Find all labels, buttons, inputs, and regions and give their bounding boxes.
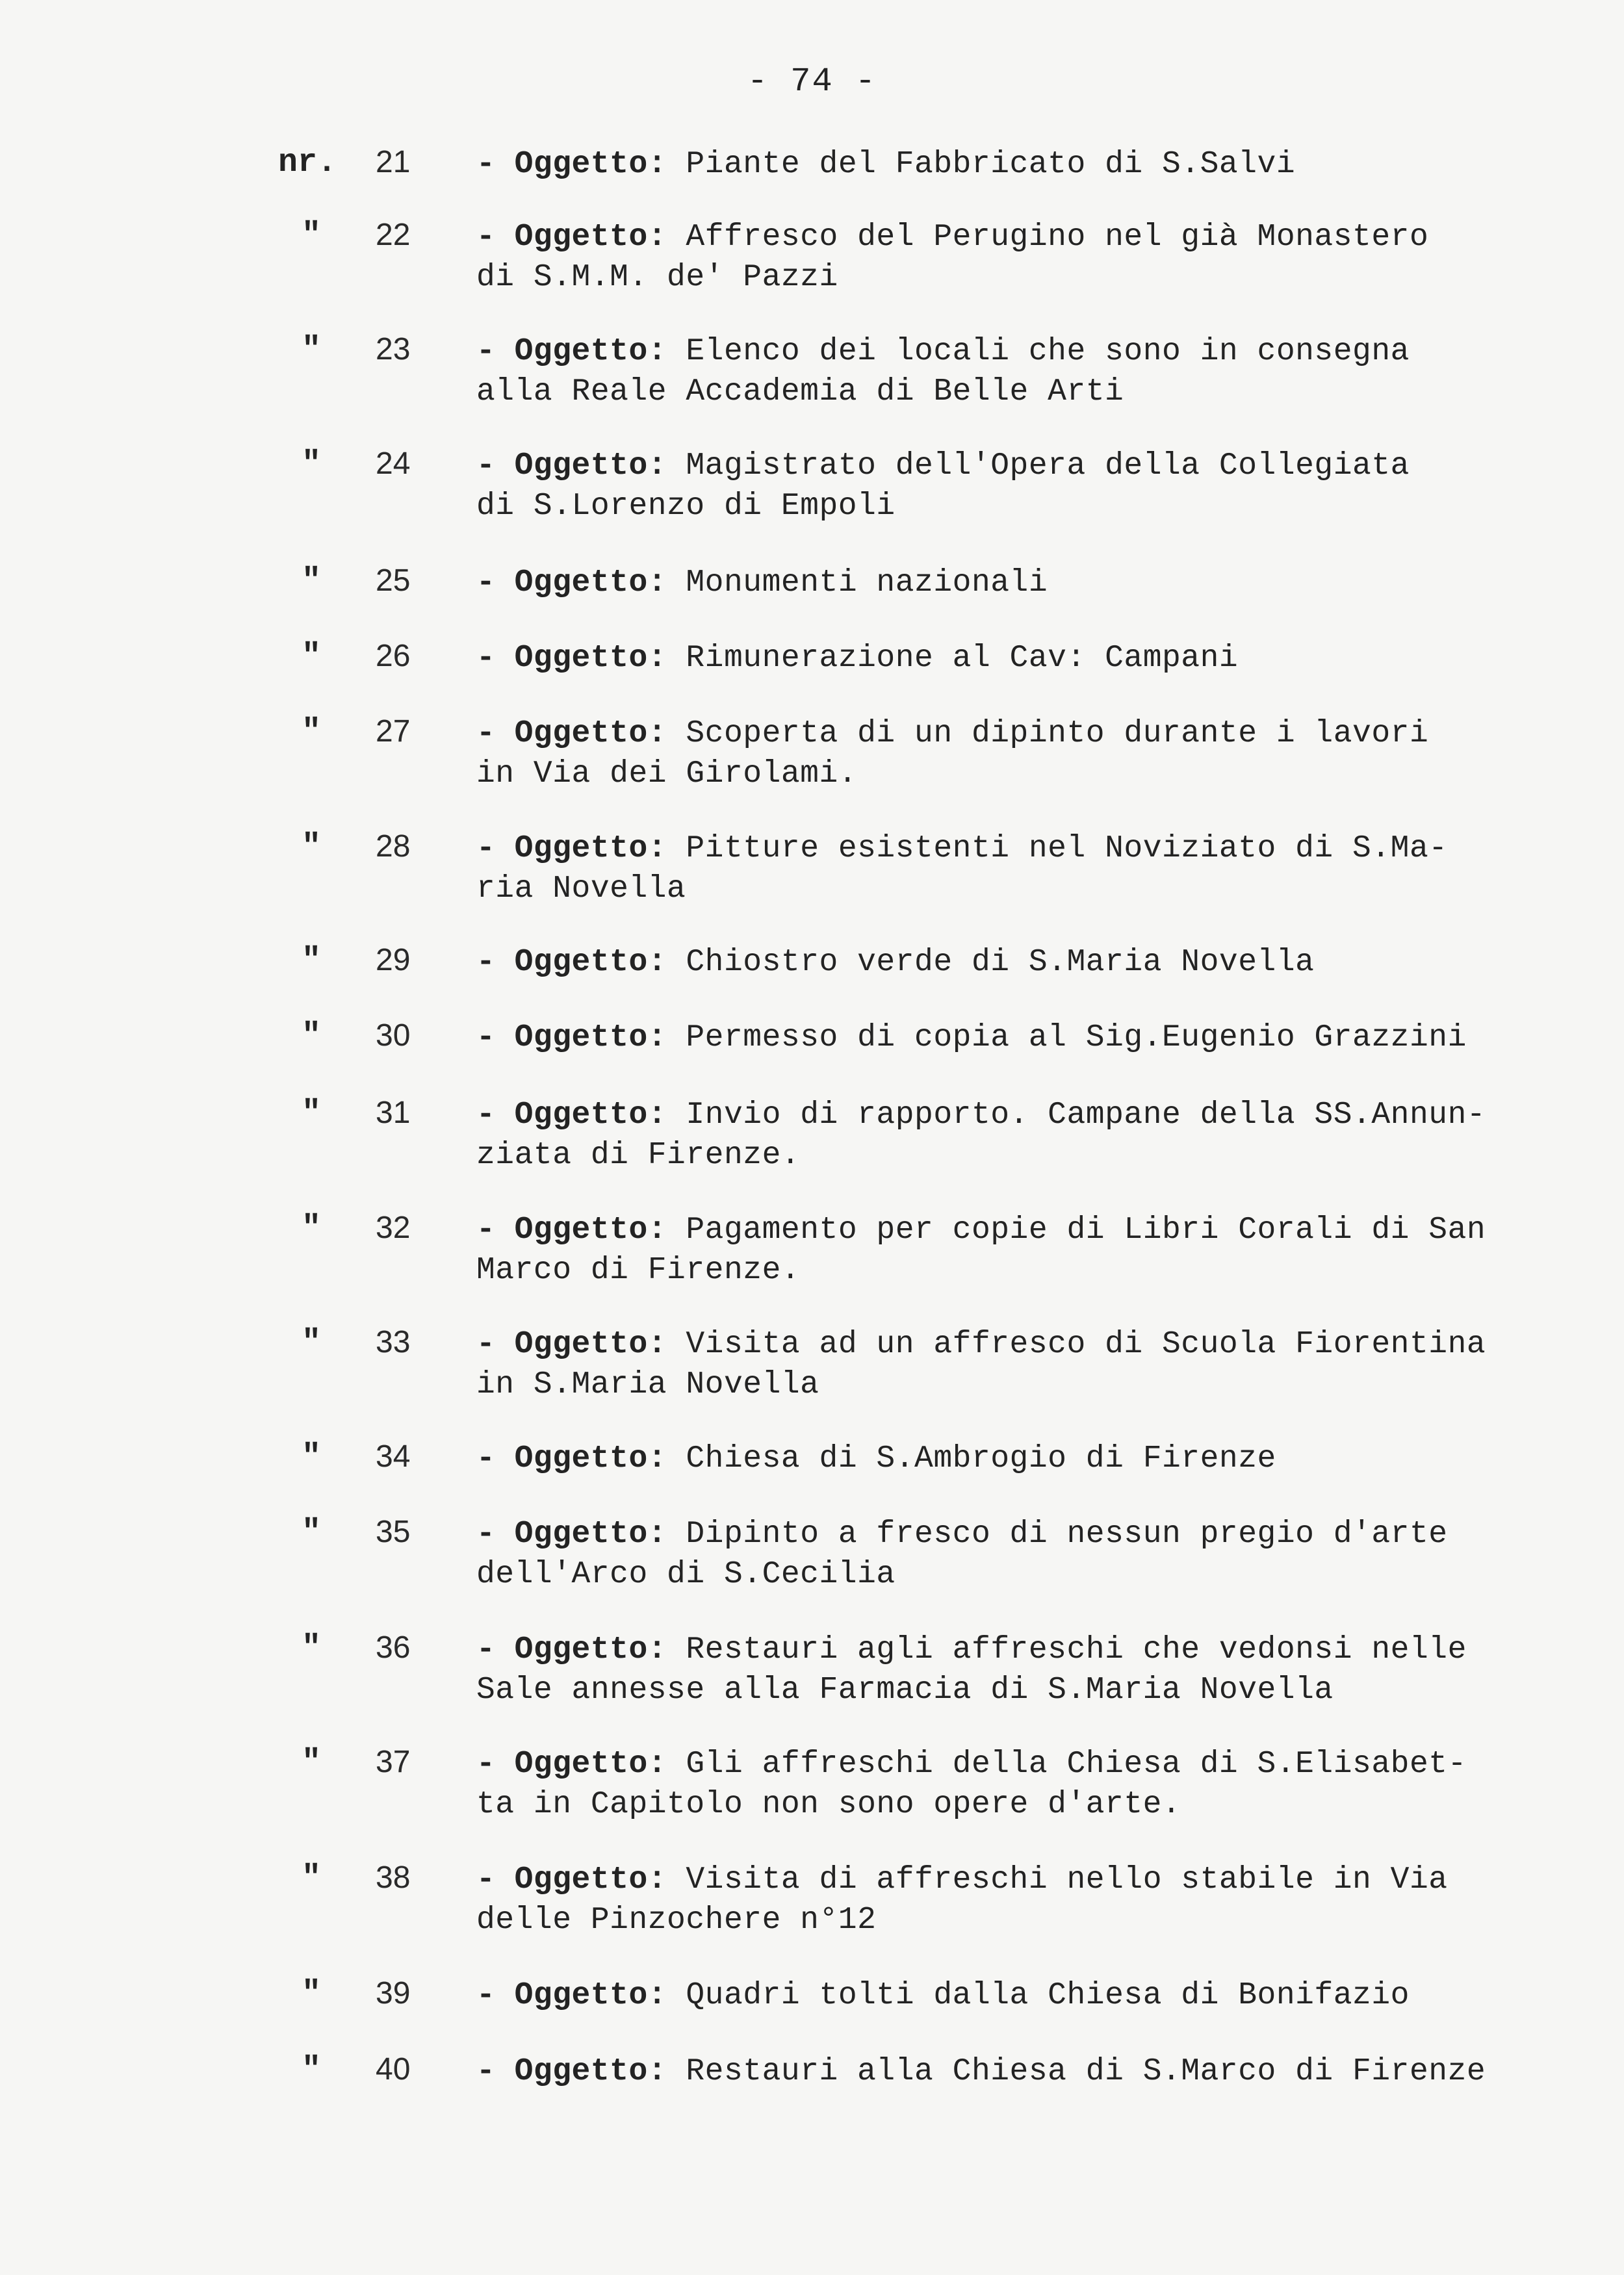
entry-prefix-ditto: ": [302, 1860, 322, 1897]
entry-dash: -: [476, 1020, 496, 1055]
entry-first-line: [476, 446, 1542, 486]
entry-label: Oggetto:: [514, 1747, 667, 1782]
entry-subject: Affresco del Perugino nel già Monastero: [686, 220, 1429, 255]
entry-number: 29: [376, 943, 411, 977]
entry-number: 33: [376, 1325, 411, 1359]
entry-dash: -: [476, 2054, 496, 2089]
entry-continuation: in Via dei Girolami.: [476, 756, 858, 791]
entry-label: Oggetto:: [514, 1441, 667, 1476]
entry-first-line: [476, 638, 1542, 678]
entry-prefix-ditto: ": [302, 638, 322, 675]
entry-first-line: [476, 1630, 1542, 1670]
entry-label: Oggetto:: [514, 448, 667, 483]
entry-label: Oggetto:: [514, 1098, 667, 1133]
entry-subject: Permesso di copia al Sig.Eugenio Grazzini: [686, 1020, 1467, 1055]
entry-dash: -: [476, 1098, 496, 1133]
entry-dash: -: [476, 1978, 496, 2013]
entry-text: [476, 1975, 1542, 2016]
entry-subject: Monumenti nazionali: [686, 565, 1048, 600]
entry-dash: -: [476, 831, 496, 866]
entry-label: Oggetto:: [514, 334, 667, 369]
entry-number: 38: [376, 1860, 411, 1895]
entry-text: [476, 638, 1542, 678]
entry-first-line: [476, 1324, 1542, 1365]
entry-label: Oggetto:: [514, 1978, 667, 2013]
entry-number: 23: [376, 332, 411, 366]
entry-dash: -: [476, 945, 496, 980]
entry-label: Oggetto:: [514, 945, 667, 980]
entry-label: Oggetto:: [514, 1862, 667, 1897]
entry-dash: -: [476, 1213, 496, 1248]
entry-dash: -: [476, 716, 496, 751]
entry-text: [476, 829, 1542, 909]
entry-text: [476, 1018, 1542, 1058]
entry-prefix-ditto: ": [302, 217, 322, 254]
entry-subject: Visita ad un affresco di Scuola Fiorentina: [686, 1327, 1486, 1362]
entry-first-line: [476, 563, 1542, 603]
entry-first-line: [476, 1514, 1542, 1554]
entry-label: Oggetto:: [514, 220, 667, 255]
entry-text: [476, 2051, 1542, 2092]
entry-subject: Dipinto a fresco di nessun pregio d'arte: [686, 1517, 1448, 1552]
entry-prefix-ditto: ": [302, 331, 322, 368]
entry-prefix-ditto: ": [302, 1018, 322, 1055]
entry-first-line: [476, 1095, 1542, 1135]
entry-prefix-ditto: ": [302, 563, 322, 600]
entry-first-line: [476, 713, 1542, 754]
entry-subject: Invio di rapporto. Campane della SS.Annun-: [686, 1098, 1486, 1133]
entry-text: [476, 144, 1542, 185]
entry-number: 22: [376, 218, 411, 252]
entry-subject: Restauri agli affreschi che vedonsi nelle: [686, 1632, 1467, 1667]
entry-text: [476, 446, 1542, 526]
entry-number: 40: [376, 2052, 411, 2087]
entry-text: [476, 1439, 1542, 1479]
entry-subject: Visita di affreschi nello stabile in Via: [686, 1862, 1448, 1897]
entry-label: Oggetto:: [514, 147, 667, 182]
entry-prefix-ditto: ": [302, 446, 322, 483]
entry-continuation: Marco di Firenze.: [476, 1253, 801, 1288]
entry-prefix-ditto: ": [302, 1630, 322, 1667]
entry-label: Oggetto:: [514, 1517, 667, 1552]
entry-prefix-ditto: ": [302, 1210, 322, 1247]
entry-subject: Chiesa di S.Ambrogio di Firenze: [686, 1441, 1276, 1476]
entry-number: 34: [376, 1439, 411, 1474]
entry-prefix-ditto: ": [302, 829, 322, 866]
entry-text: [476, 1095, 1542, 1176]
entry-prefix-ditto: ": [302, 1514, 322, 1551]
entry-dash: -: [476, 1441, 496, 1476]
entry-continuation: di S.M.M. de' Pazzi: [476, 260, 838, 295]
entry-first-line: [476, 1210, 1542, 1250]
entry-first-line: [476, 331, 1542, 372]
entry-first-line: [476, 1744, 1542, 1784]
entry-label: Oggetto:: [514, 1327, 667, 1362]
entry-continuation: ziata di Firenze.: [476, 1138, 801, 1173]
entry-number: 39: [376, 1976, 411, 2011]
entry-text: [476, 331, 1542, 412]
entry-continuation: alla Reale Accademia di Belle Arti: [476, 374, 1124, 409]
entry-label: Oggetto:: [514, 565, 667, 600]
entry-prefix-ditto: ": [302, 1324, 322, 1361]
entry-first-line: [476, 2051, 1542, 2092]
entry-text: [476, 942, 1542, 983]
entry-continuation: in S.Maria Novella: [476, 1367, 819, 1402]
entry-subject: Pitture esistenti nel Noviziato di S.Ma-: [686, 831, 1448, 866]
entry-dash: -: [476, 1632, 496, 1667]
entry-prefix-ditto: ": [302, 1439, 322, 1476]
entry-label: Oggetto:: [514, 1632, 667, 1667]
entry-dash: -: [476, 448, 496, 483]
entry-label: Oggetto:: [514, 831, 667, 866]
entry-dash: -: [476, 641, 496, 676]
entry-prefix-ditto: ": [302, 2051, 322, 2089]
entry-prefix-ditto: ": [302, 1744, 322, 1781]
entry-label: Oggetto:: [514, 1020, 667, 1055]
entry-continuation: ta in Capitolo non sono opere d'arte.: [476, 1787, 1181, 1822]
entry-number: 27: [376, 714, 411, 749]
entry-label: Oggetto:: [514, 1213, 667, 1248]
entry-number: 24: [376, 446, 411, 481]
entry-subject: Gli affreschi della Chiesa di S.Elisabet-: [686, 1747, 1467, 1782]
entry-subject: Rimunerazione al Cav: Campani: [686, 641, 1239, 676]
entry-continuation: di S.Lorenzo di Empoli: [476, 489, 896, 524]
entry-subject: Scoperta di un dipinto durante i lavori: [686, 716, 1429, 751]
entry-dash: -: [476, 565, 496, 600]
entry-subject: Elenco dei locali che sono in consegna: [686, 334, 1410, 369]
entry-dash: -: [476, 1517, 496, 1552]
entry-number: 37: [376, 1745, 411, 1779]
entry-continuation: delle Pinzochere n°12: [476, 1903, 877, 1938]
entry-subject: Chiostro verde di S.Maria Novella: [686, 945, 1315, 980]
entry-number: 21: [376, 145, 411, 179]
entry-dash: -: [476, 220, 496, 255]
entry-text: [476, 1744, 1542, 1825]
entry-first-line: [476, 144, 1542, 185]
entry-first-line: [476, 1975, 1542, 2016]
entry-number: 28: [376, 829, 411, 864]
entry-first-line: [476, 829, 1542, 869]
entry-dash: -: [476, 334, 496, 369]
entry-prefix-nr: nr.: [278, 144, 337, 181]
entry-continuation: dell'Arco di S.Cecilia: [476, 1557, 896, 1592]
entry-label: Oggetto:: [514, 716, 667, 751]
entry-text: [476, 563, 1542, 603]
entry-first-line: [476, 1018, 1542, 1058]
entry-number: 35: [376, 1515, 411, 1549]
entry-subject: Piante del Fabbricato di S.Salvi: [686, 147, 1296, 182]
entry-first-line: [476, 942, 1542, 983]
entry-label: Oggetto:: [514, 2054, 667, 2089]
entry-text: [476, 1324, 1542, 1405]
entry-subject: Magistrato dell'Opera della Collegiata: [686, 448, 1410, 483]
entry-dash: -: [476, 1327, 496, 1362]
entry-subject: Restauri alla Chiesa di S.Marco di Firenze: [686, 2054, 1486, 2089]
entry-number: 32: [376, 1211, 411, 1245]
entry-text: [476, 1860, 1542, 1940]
entry-continuation: Sale annesse alla Farmacia di S.Maria Novella: [476, 1673, 1334, 1708]
entry-number: 26: [376, 639, 411, 673]
entry-text: [476, 217, 1542, 298]
entry-label: Oggetto:: [514, 641, 667, 676]
entry-prefix-ditto: ": [302, 713, 322, 751]
entry-number: 36: [376, 1630, 411, 1665]
entry-subject: Pagamento per copie di Libri Corali di San: [686, 1213, 1486, 1248]
entry-text: [476, 1210, 1542, 1291]
entry-first-line: [476, 217, 1542, 257]
entry-prefix-ditto: ": [302, 1975, 322, 2012]
entry-dash: -: [476, 1747, 496, 1782]
entry-first-line: [476, 1439, 1542, 1479]
entry-number: 31: [376, 1096, 411, 1130]
page-number: - 74 -: [747, 62, 877, 101]
entry-first-line: [476, 1860, 1542, 1900]
entry-text: [476, 713, 1542, 794]
entry-prefix-ditto: ": [302, 942, 322, 979]
entry-number: 25: [376, 563, 411, 598]
entry-prefix-ditto: ": [302, 1095, 322, 1132]
entry-dash: -: [476, 147, 496, 182]
entry-dash: -: [476, 1862, 496, 1897]
entry-continuation: ria Novella: [476, 871, 686, 906]
entry-text: [476, 1514, 1542, 1595]
entry-subject: Quadri tolti dalla Chiesa di Bonifazio: [686, 1978, 1410, 2013]
entry-text: [476, 1630, 1542, 1710]
entry-number: 30: [376, 1018, 411, 1053]
